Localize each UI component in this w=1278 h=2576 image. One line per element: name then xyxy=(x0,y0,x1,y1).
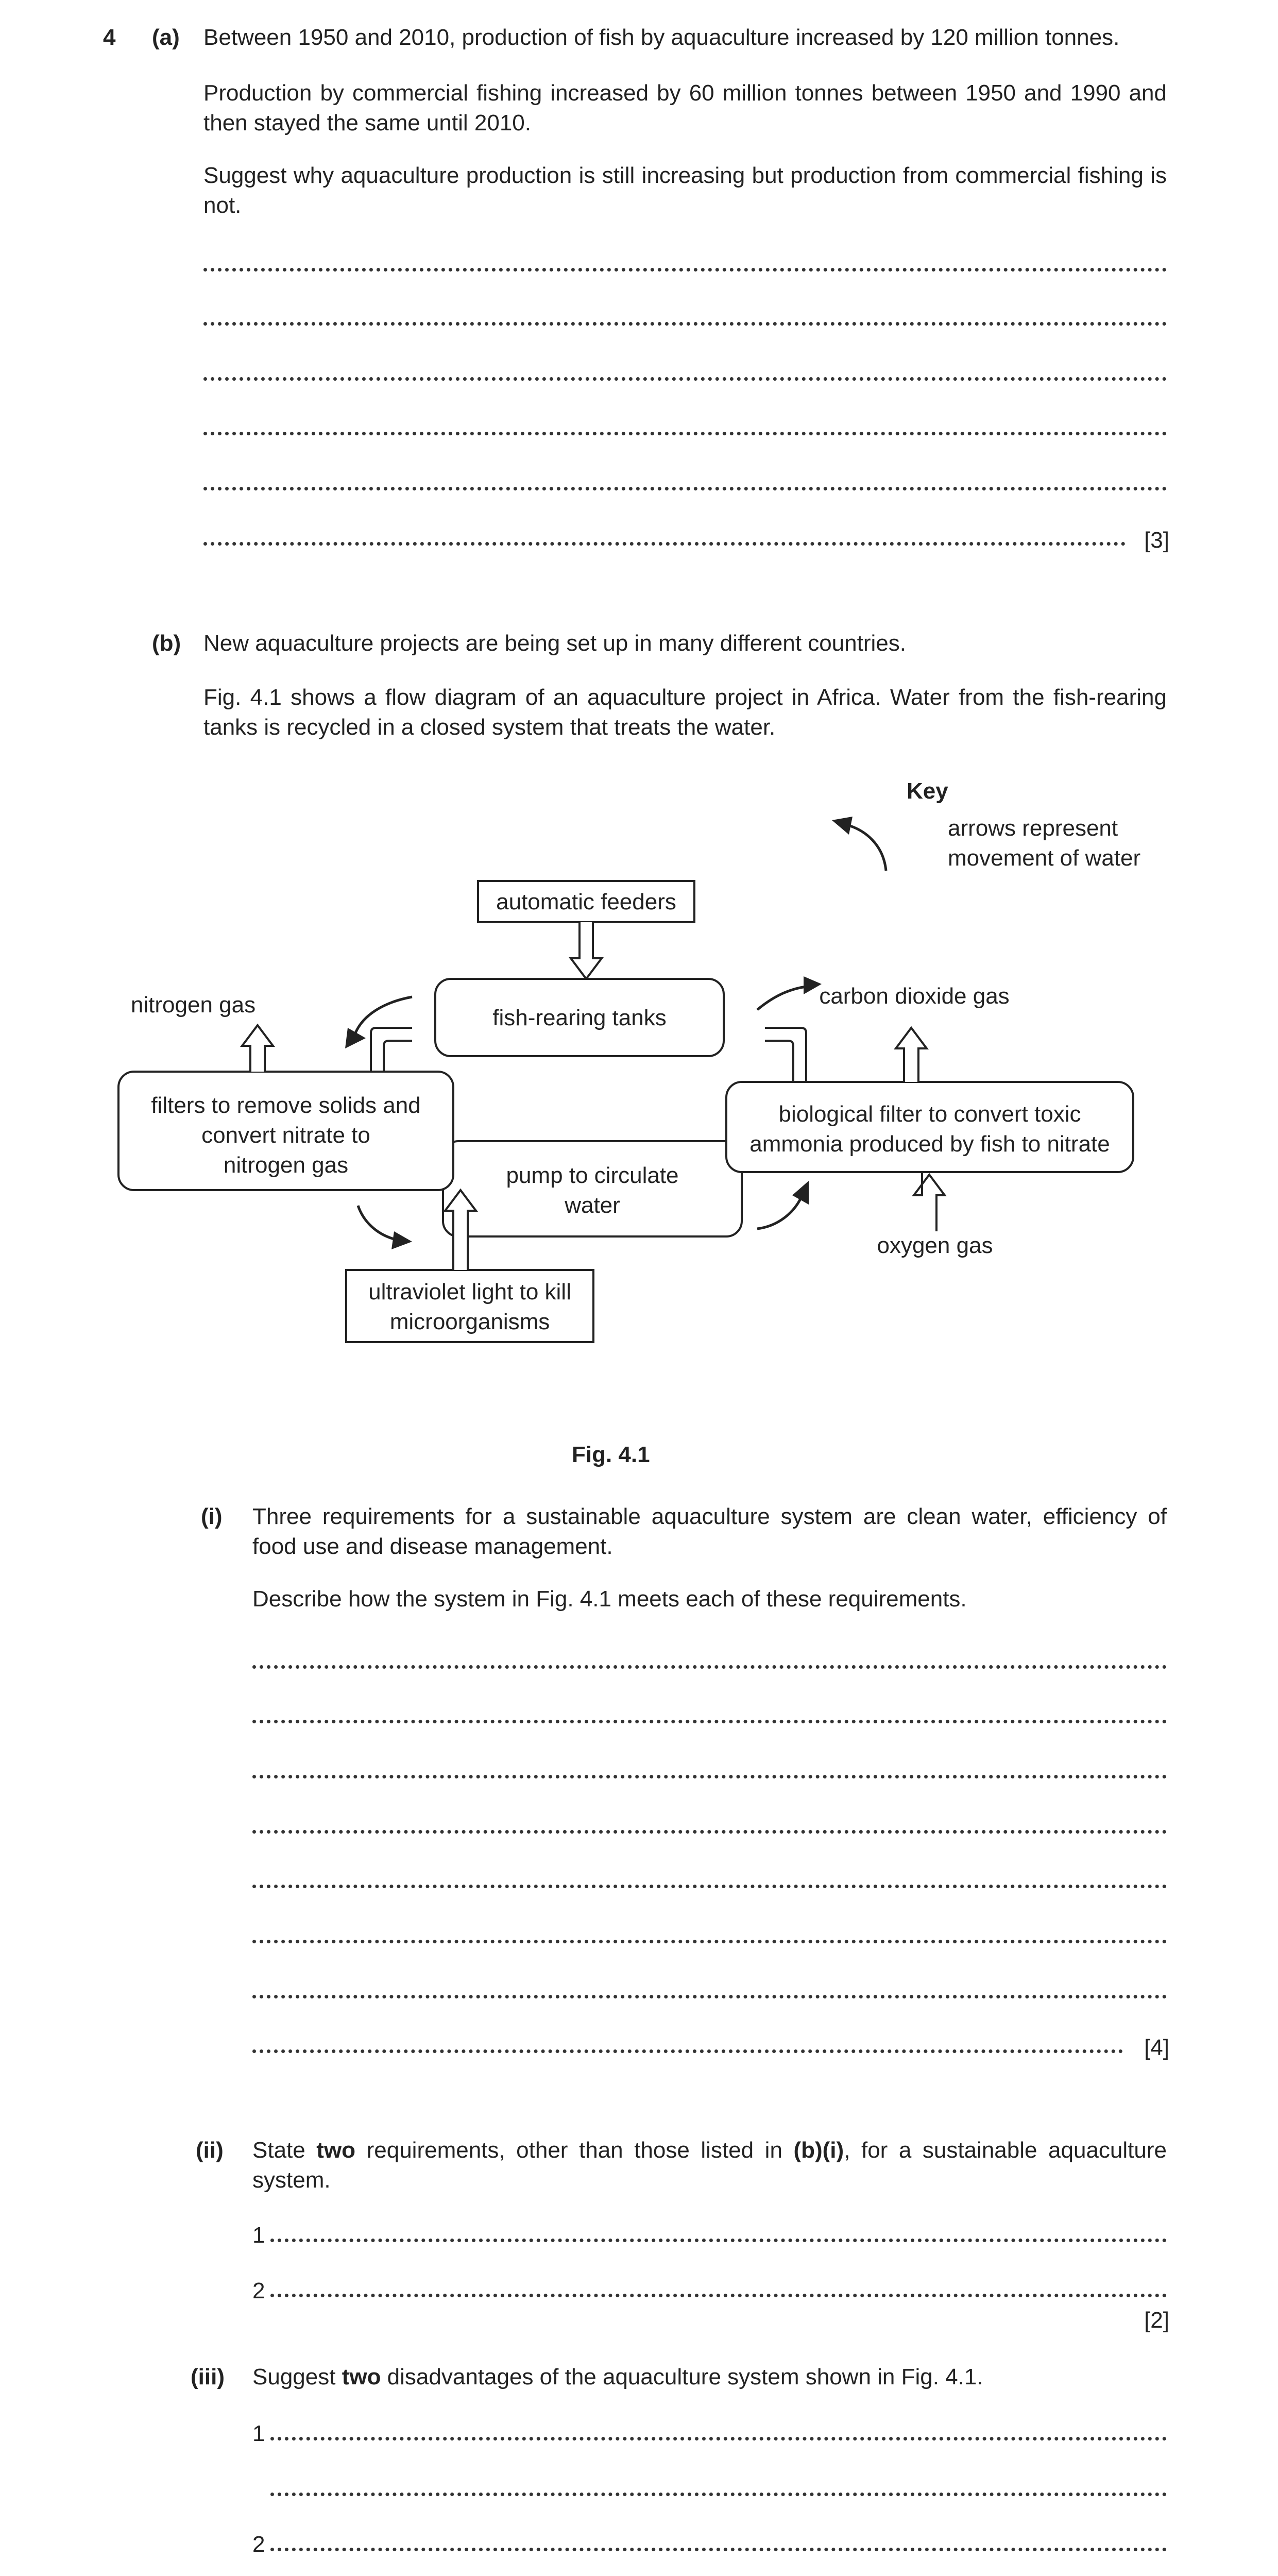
answer-line[interactable] xyxy=(270,2548,1167,2551)
answer-line[interactable] xyxy=(252,1885,1167,1888)
marks-b-ii: [2] xyxy=(1144,2308,1169,2333)
part-b-text-2: Fig. 4.1 shows a flow diagram of an aquaculture project in Africa. Water from the fish-rearing tanks is recycled in a closed system that treats the water. xyxy=(203,685,1167,740)
answer-line[interactable] xyxy=(203,268,1167,272)
pump-label-2: water xyxy=(565,1193,620,1218)
answer-line[interactable] xyxy=(203,542,1126,546)
oxygen-gas-label: oxygen gas xyxy=(877,1233,993,1258)
part-a-text-2: Production by commercial fishing increased by 60 million tonnes between 1950 and 1990 and then stayed the same until 2010. xyxy=(203,80,1167,135)
answer-line[interactable] xyxy=(252,1775,1167,1778)
answer-line[interactable] xyxy=(252,1665,1167,1669)
bio-filter-label-1: biological filter to convert toxic xyxy=(778,1101,1081,1127)
uv-label-2: microorganisms xyxy=(389,1309,550,1334)
answer-line[interactable] xyxy=(203,487,1167,490)
pump-box xyxy=(443,1141,742,1236)
biological-filter-box xyxy=(726,1082,1133,1172)
flow-diagram xyxy=(103,752,1195,1494)
part-b-ii-text: State two requirements, other than those listed in (b)(i), for a sustainable aquaculture system. xyxy=(252,2138,1167,2193)
fish-tanks-label: fish-rearing tanks xyxy=(492,1005,667,1030)
answer-line[interactable] xyxy=(252,1830,1167,1834)
flow-arrow-icon xyxy=(358,1206,394,1239)
answer-number-1: 1 xyxy=(252,2421,265,2446)
co2-out-arrow-icon xyxy=(896,1028,927,1082)
filters-label-1: filters to remove solids and xyxy=(151,1093,421,1118)
part-b-label: (b) xyxy=(152,631,181,656)
bio-filter-label-2: ammonia produced by fish to nitrate xyxy=(749,1131,1110,1157)
answer-line[interactable] xyxy=(203,322,1167,326)
answer-line[interactable] xyxy=(270,2493,1167,2496)
answer-line[interactable] xyxy=(270,2239,1167,2242)
answer-number-1: 1 xyxy=(252,2223,265,2248)
answer-number-2: 2 xyxy=(252,2532,265,2557)
marks-a: [3] xyxy=(1144,528,1169,553)
part-b-i-text-2: Describe how the system in Fig. 4.1 meets each of these requirements. xyxy=(252,1586,967,1612)
part-b-ii-label: (ii) xyxy=(196,2138,224,2163)
nitrogen-gas-label: nitrogen gas xyxy=(130,992,256,1018)
key-arrow-icon xyxy=(845,824,886,871)
part-b-text-1: New aquaculture projects are being set up in many different countries. xyxy=(203,631,906,656)
part-b-iii-label: (iii) xyxy=(191,2364,225,2389)
carbon-dioxide-gas-label: carbon dioxide gas xyxy=(819,984,1010,1009)
filters-label-2: convert nitrate to xyxy=(201,1123,370,1148)
part-b-i-label: (i) xyxy=(201,1504,223,1529)
answer-number-2: 2 xyxy=(252,2278,265,2303)
part-a-text-3: Suggest why aquaculture production is still increasing but production from commercial fishing is not. xyxy=(203,163,1167,218)
oxygen-in-arrow-icon xyxy=(914,1172,945,1231)
pump-label-1: pump to circulate xyxy=(506,1163,679,1188)
feed-arrow-icon xyxy=(571,922,602,979)
figure-caption: Fig. 4.1 xyxy=(572,1442,650,1467)
part-a-text-1: Between 1950 and 2010, production of fish by aquaculture increased by 120 million tonnes. xyxy=(203,25,1120,50)
filters-label-3: nitrogen gas xyxy=(223,1153,349,1178)
marks-b-i: [4] xyxy=(1144,2035,1169,2060)
key-line-1: arrows represent xyxy=(948,816,1118,841)
answer-line[interactable] xyxy=(203,432,1167,435)
key-title: Key xyxy=(907,778,948,804)
answer-line[interactable] xyxy=(252,1940,1167,1943)
answer-line[interactable] xyxy=(203,377,1167,381)
part-b-iii-text: Suggest two disadvantages of the aquaculture system shown in Fig. 4.1. xyxy=(252,2364,983,2389)
answer-line[interactable] xyxy=(270,2437,1167,2441)
answer-line[interactable] xyxy=(270,2294,1167,2297)
answer-line[interactable] xyxy=(252,1995,1167,1998)
answer-line[interactable] xyxy=(252,2049,1123,2053)
answer-line[interactable] xyxy=(252,1720,1167,1723)
uv-label-1: ultraviolet light to kill xyxy=(368,1279,571,1304)
automatic-feeders-label: automatic feeders xyxy=(496,889,676,914)
part-a-label: (a) xyxy=(152,25,180,50)
part-b-i-text-1: Three requirements for a sustainable aquaculture system are clean water, efficiency of food use and disease management. xyxy=(252,1504,1167,1559)
flow-arrow-icon xyxy=(757,1198,801,1229)
key-line-2: movement of water xyxy=(948,845,1141,871)
nitrogen-out-arrow-icon xyxy=(242,1025,273,1072)
flow-arrow-icon xyxy=(757,987,806,1010)
question-number: 4 xyxy=(103,25,116,50)
